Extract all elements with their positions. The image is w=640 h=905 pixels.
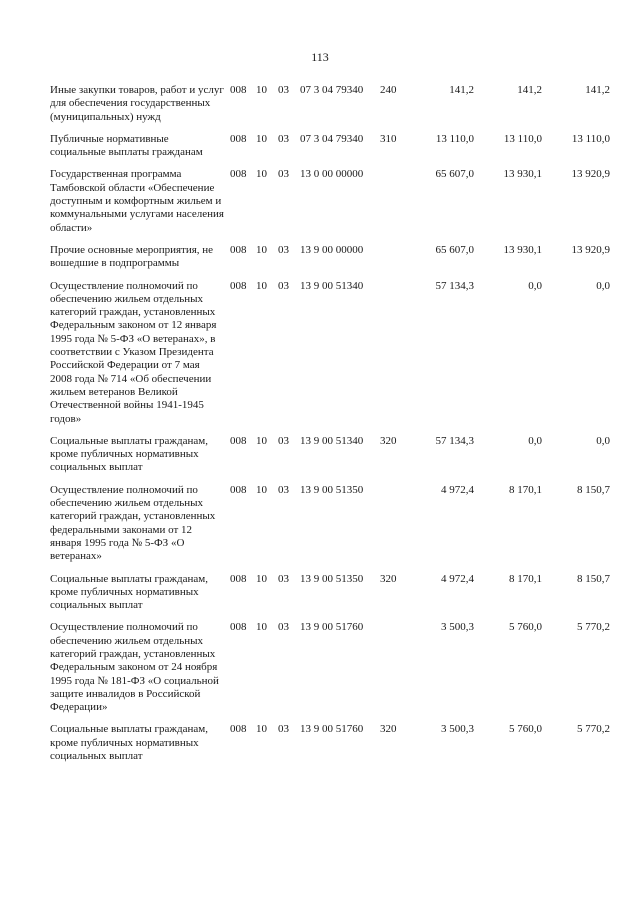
ministry-code: 008: [230, 132, 247, 145]
ministry-code: 008: [230, 572, 247, 585]
subsection-code: 03: [278, 279, 289, 292]
expense-type-code: 320: [380, 723, 397, 736]
subsection-code: 03: [278, 483, 289, 496]
subsection-code: 03: [278, 132, 289, 145]
amount-year-2: 5 760,0: [509, 621, 542, 634]
amount-year-1: 65 607,0: [435, 243, 474, 256]
ministry-code: 008: [230, 84, 247, 96]
ministry-code: 008: [230, 723, 247, 736]
expense-type-code: [380, 168, 406, 243]
amount-year-1: 57 134,3: [435, 279, 474, 292]
target-article-code: 13 9 00 51760: [300, 621, 364, 634]
table-row: [50, 133, 610, 169]
table-row: [50, 280, 610, 435]
amount-year-1: 57 134,3: [435, 434, 474, 447]
expense-type-code: [380, 484, 406, 573]
amount-year-3: 8 150,7: [577, 572, 610, 585]
subsection-code: 03: [278, 84, 289, 96]
target-article-code: 13 9 00 51350: [300, 483, 364, 496]
table-row: [50, 168, 610, 243]
amount-year-3: 0,0: [596, 434, 610, 447]
amount-year-2: 8 170,1: [509, 572, 542, 585]
amount-year-1: 3 500,3: [441, 621, 474, 634]
amount-year-3: 141,2: [585, 84, 610, 96]
ministry-code: 008: [230, 279, 247, 292]
row-name: Осуществление полномочий по обеспечению жильем отдельных категорий граждан, установленных Федеральным законом от 24 ноября 1995 года № 181-ФЗ «О социальной защите инвалидов в Российской Федерации»: [50, 621, 219, 714]
ministry-code: 008: [230, 621, 247, 634]
row-name: Социальные выплаты гражданам, кроме публичных нормативных социальных выплат: [50, 723, 208, 763]
table-row: [50, 84, 610, 133]
table-row: [50, 573, 610, 622]
target-article-code: 13 9 00 51760: [300, 723, 364, 736]
target-article-code: 13 9 00 51340: [300, 434, 364, 447]
table-row: [50, 621, 610, 723]
section-code: 10: [256, 84, 267, 96]
expense-type-code: [380, 244, 406, 280]
ministry-code: 008: [230, 483, 247, 496]
amount-year-3: 8 150,7: [577, 483, 610, 496]
amount-year-3: 13 920,9: [571, 168, 610, 181]
page-number: 113: [311, 50, 329, 64]
section-code: 10: [256, 132, 267, 145]
amount-year-3: 5 770,2: [577, 621, 610, 634]
section-code: 10: [256, 279, 267, 292]
target-article-code: 07 3 04 79340: [300, 132, 364, 145]
subsection-code: 03: [278, 723, 289, 736]
subsection-code: 03: [278, 621, 289, 634]
target-article-code: 13 9 00 00000: [300, 243, 364, 256]
section-code: 10: [256, 723, 267, 736]
section-code: 10: [256, 434, 267, 447]
amount-year-2: 0,0: [528, 434, 542, 447]
expense-type-code: 320: [380, 572, 397, 585]
subsection-code: 03: [278, 572, 289, 585]
amount-year-2: 13 110,0: [503, 132, 542, 145]
expense-type-code: 240: [380, 84, 397, 96]
section-code: 10: [256, 243, 267, 256]
amount-year-1: 4 972,4: [441, 483, 474, 496]
amount-year-2: 8 170,1: [509, 483, 542, 496]
subsection-code: 03: [278, 434, 289, 447]
ministry-code: 008: [230, 168, 247, 181]
subsection-code: 03: [278, 168, 289, 181]
table-row: [50, 723, 610, 772]
subsection-code: 03: [278, 243, 289, 256]
target-article-code: 13 0 00 00000: [300, 168, 364, 181]
amount-year-2: 13 930,1: [503, 243, 542, 256]
ministry-code: 008: [230, 243, 247, 256]
section-code: 10: [256, 621, 267, 634]
amount-year-1: 3 500,3: [441, 723, 474, 736]
row-name: Социальные выплаты гражданам, кроме публичных нормативных социальных выплат: [50, 572, 208, 612]
expense-type-code: [380, 280, 406, 435]
amount-year-2: 0,0: [528, 279, 542, 292]
amount-year-2: 141,2: [517, 84, 542, 96]
amount-year-1: 4 972,4: [441, 572, 474, 585]
table-row: [50, 484, 610, 573]
amount-year-1: 13 110,0: [435, 132, 474, 145]
expense-type-code: 310: [380, 132, 397, 145]
amount-year-3: 0,0: [596, 279, 610, 292]
amount-year-2: 13 930,1: [503, 168, 542, 181]
target-article-code: 07 3 04 79340: [300, 84, 364, 96]
amount-year-3: 13 920,9: [571, 243, 610, 256]
row-name: Осуществление полномочий по обеспечению жильем отдельных категорий граждан, установленных федеральными законами от 12 января 1995 года № 5-ФЗ «О ветеранах»: [50, 483, 216, 563]
row-name: Публичные нормативные социальные выплаты гражданам: [50, 132, 203, 159]
section-code: 10: [256, 572, 267, 585]
amount-year-1: 141,2: [449, 84, 474, 96]
amount-year-3: 13 110,0: [571, 132, 610, 145]
row-name: Осуществление полномочий по обеспечению жильем отдельных категорий граждан, установленных Федеральным законом от 12 января 1995 года № 5-ФЗ «О ветеранах», в соответствии с Указом Президента Российской Федерации от 7 мая 2008 года № 714 «Об обеспечении жильем ветеранов Великой Отечественной войны 1941-1945 годов»: [50, 279, 217, 425]
amount-year-1: 65 607,0: [435, 168, 474, 181]
table-body: [50, 84, 610, 772]
section-code: 10: [256, 168, 267, 181]
table-row: [50, 244, 610, 280]
target-article-code: 13 9 00 51350: [300, 572, 364, 585]
expense-type-code: 320: [380, 434, 397, 447]
section-code: 10: [256, 483, 267, 496]
ministry-code: 008: [230, 434, 247, 447]
row-name: Государственная программа Тамбовской области «Обеспечение доступным и комфортным жильем и коммунальными услугами населения области»: [50, 168, 224, 234]
table-row: [50, 435, 610, 484]
budget-table: [50, 84, 610, 772]
row-name: Прочие основные мероприятия, не вошедшие в подпрограммы: [50, 243, 214, 270]
row-name: Социальные выплаты гражданам, кроме публичных нормативных социальных выплат: [50, 434, 208, 474]
amount-year-2: 5 760,0: [509, 723, 542, 736]
target-article-code: 13 9 00 51340: [300, 279, 364, 292]
row-name: Иные закупки товаров, работ и услуг для обеспечения государственных (муниципальных) нужд: [50, 84, 224, 123]
expense-type-code: [380, 621, 406, 723]
amount-year-3: 5 770,2: [577, 723, 610, 736]
